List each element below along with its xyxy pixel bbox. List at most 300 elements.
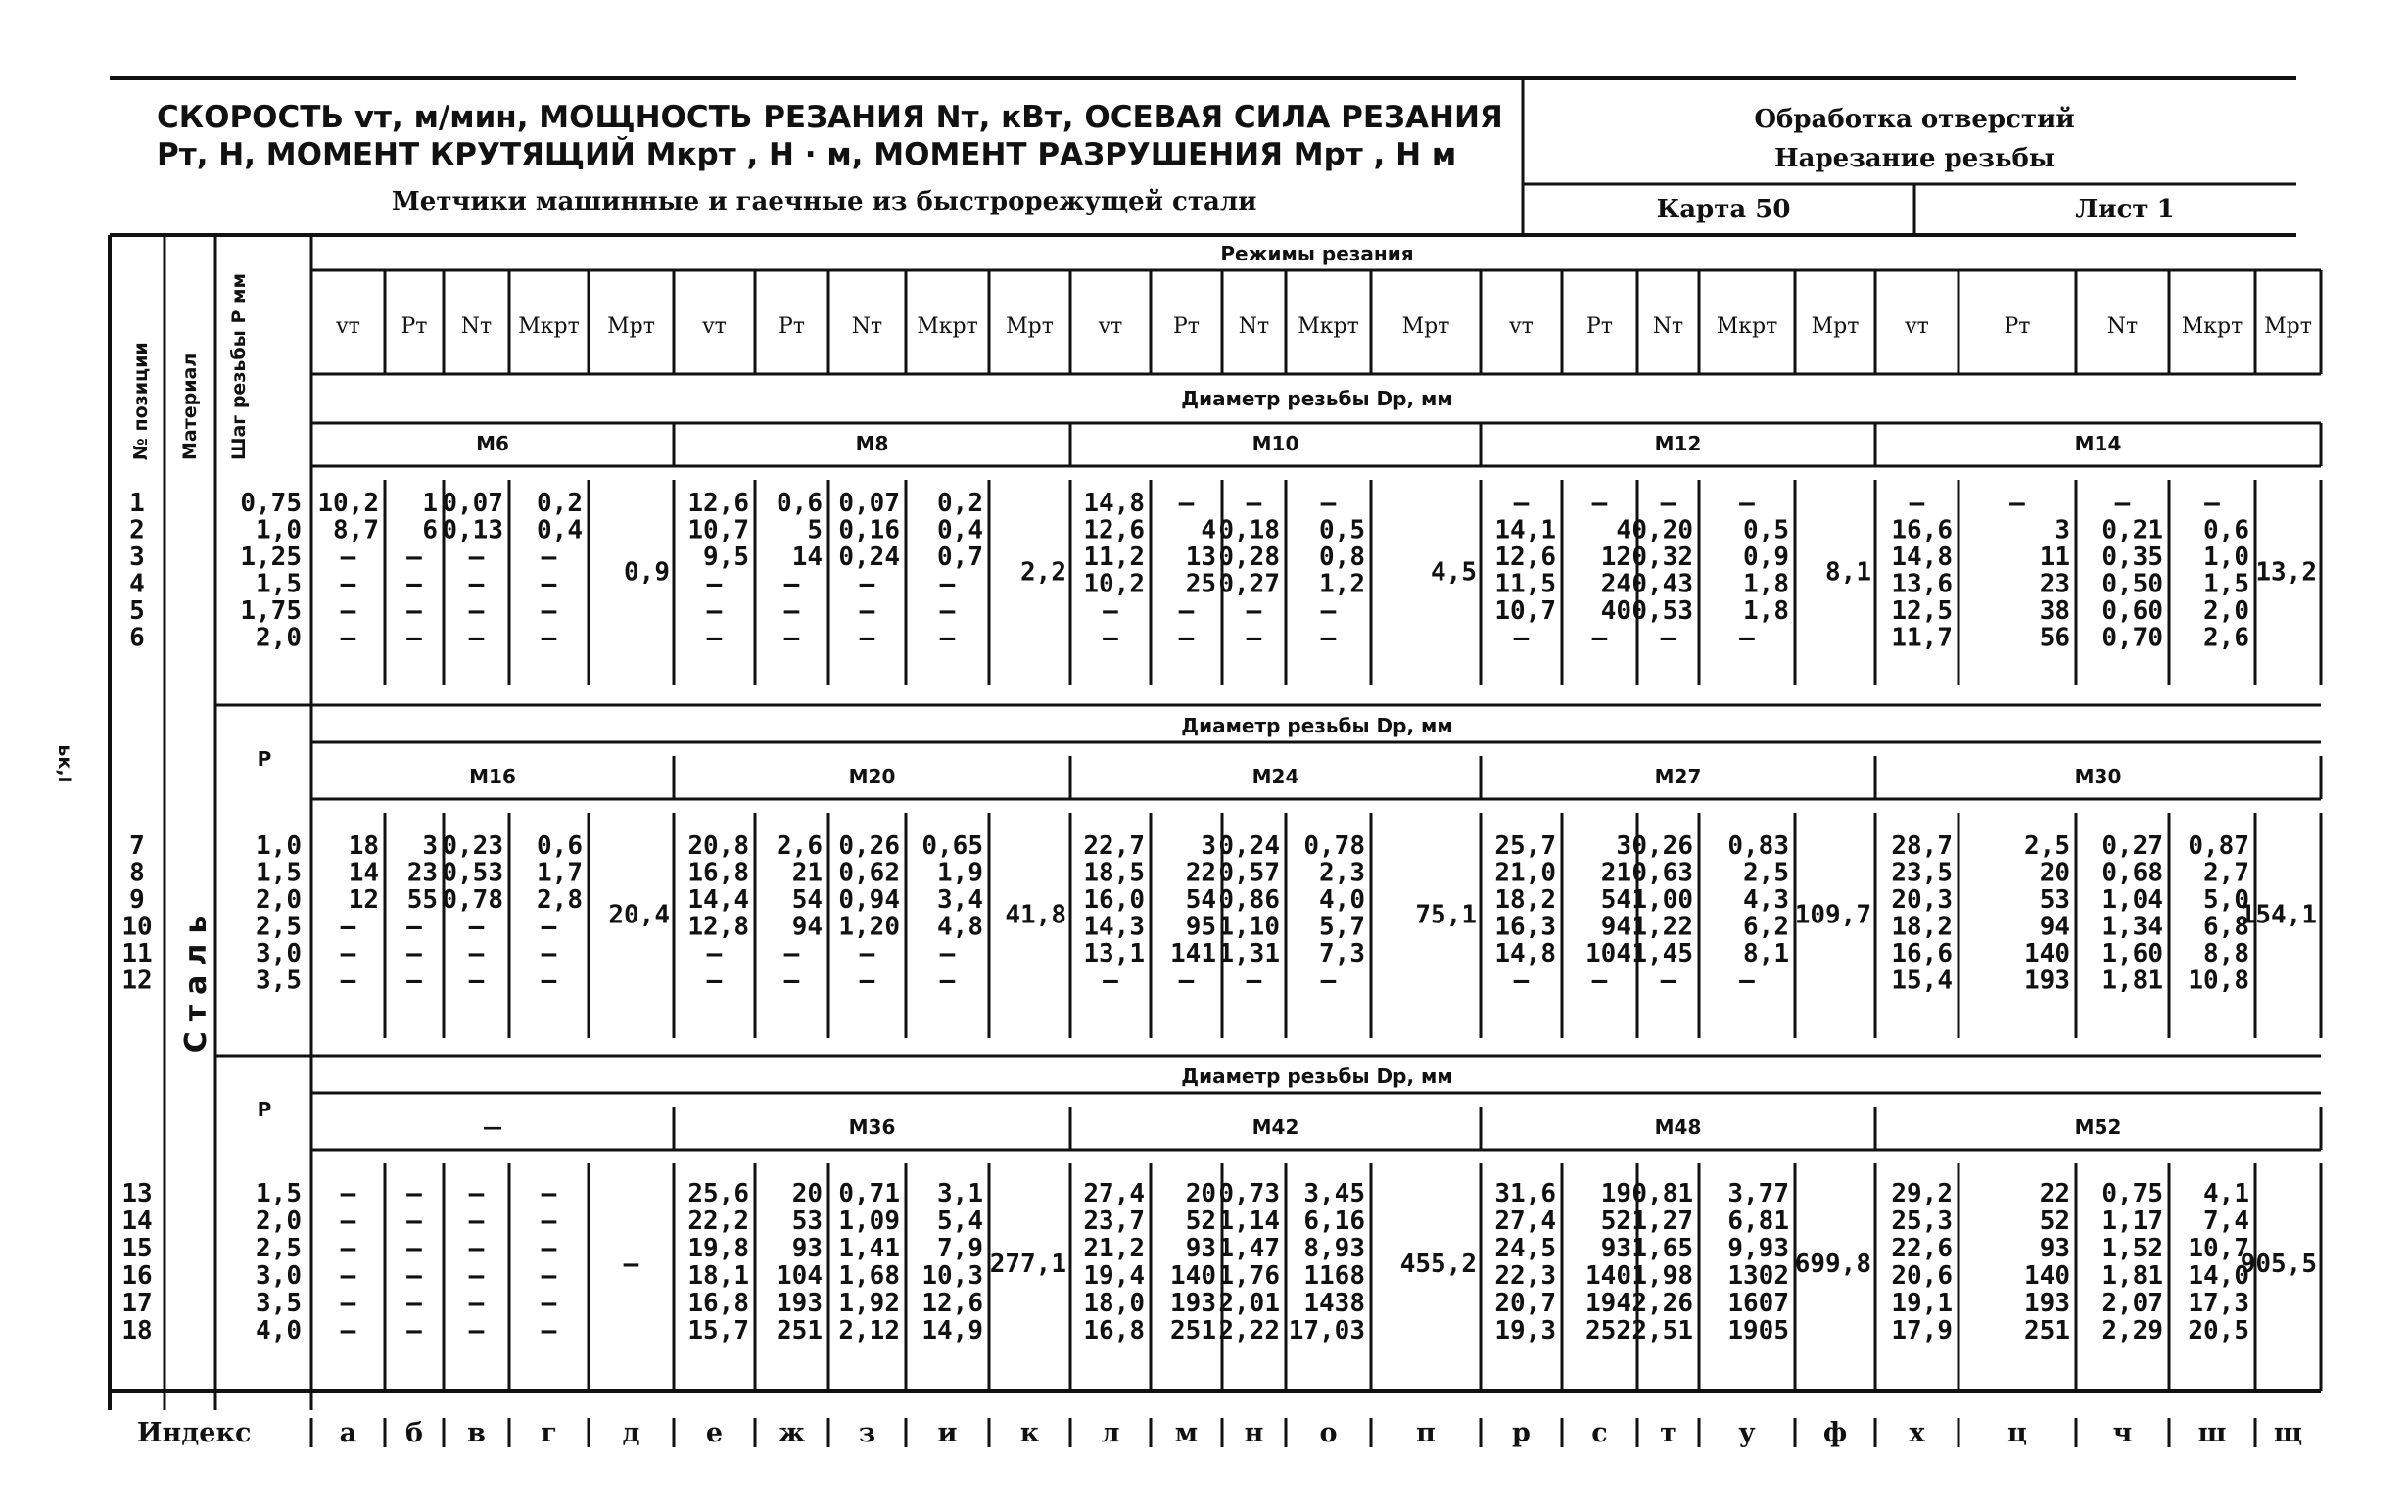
table-cell: — — [1178, 596, 1195, 626]
table-cell: 94 — [2039, 912, 2070, 942]
index-label: Индекс — [137, 1418, 252, 1448]
table-cell: 54 — [1185, 885, 1216, 915]
table-cell: 0,5 — [1319, 515, 1365, 545]
table-cell: 2,12 — [838, 1316, 900, 1346]
thread-size-header: М12 — [1654, 432, 1702, 455]
breaking-moment-value: 154,1 — [2240, 900, 2317, 930]
table-cell: — — [340, 623, 356, 653]
index-letters — [311, 1418, 2302, 1448]
index-letter: т — [1660, 1418, 1676, 1448]
breaking-moment-value: 13,2 — [2255, 557, 2317, 588]
index-letter: о — [1319, 1418, 1338, 1448]
table-cell: — — [406, 1261, 422, 1291]
table-cell: 0,50 — [2101, 569, 2163, 599]
table-cell: 95 — [1185, 912, 1216, 942]
table-cell: — — [468, 1179, 485, 1208]
table-cell: 4 — [1201, 515, 1216, 545]
table-cell: — — [939, 623, 956, 653]
table-cell: 1607 — [1727, 1289, 1789, 1318]
table-cell: 25,6 — [687, 1179, 749, 1208]
table-cell: — — [1591, 489, 1608, 518]
param-header-5: vт — [702, 314, 727, 339]
table-cell: — — [706, 939, 723, 969]
table-cell: — — [939, 569, 956, 599]
breaking-moment-value: 699,8 — [1794, 1250, 1871, 1279]
table-cell: 12,6 — [687, 489, 749, 518]
table-cell: 0,21 — [2101, 515, 2163, 545]
table-cell: — — [541, 1261, 557, 1291]
table-cell: 20,7 — [1494, 1289, 1556, 1318]
table-cell: 0,23 — [442, 831, 503, 861]
table-cell: 55 — [406, 885, 438, 915]
param-header-13: Mкрт — [1298, 314, 1359, 339]
table-cell: — — [783, 623, 800, 653]
table-cell: — — [1103, 623, 1118, 653]
table-cell: 1,20 — [838, 912, 900, 942]
table-cell: 4,3 — [1743, 885, 1789, 915]
table-cell: — — [468, 1206, 485, 1236]
table-cell: 10,8 — [2188, 966, 2249, 996]
table-cell: — — [406, 939, 422, 969]
index-letter: з — [858, 1418, 876, 1448]
table-cell: — — [939, 939, 956, 969]
table-cell: 53 — [2039, 885, 2070, 915]
table-cell: — — [340, 939, 356, 969]
table-cell: 93 — [2039, 1234, 2070, 1263]
table-cell: 10,2 — [317, 489, 379, 518]
table-cell: 0,62 — [838, 858, 900, 888]
table-cell: 140 — [1585, 1261, 1631, 1291]
table-cell: 1,47 — [1218, 1234, 1280, 1263]
row-pitch: 1,5 — [256, 569, 302, 599]
table-cell: — — [541, 623, 557, 653]
table-cell: 1,81 — [2101, 1261, 2163, 1291]
table-cell: — — [783, 569, 800, 599]
table-cell: 0,20 — [1631, 515, 1693, 545]
index-letter: р — [1512, 1418, 1531, 1448]
table-cell: 8,1 — [1743, 939, 1789, 969]
table-cell: 0,07 — [838, 489, 900, 518]
table-cell: 251 — [1170, 1316, 1216, 1346]
table-cell: — — [541, 1234, 557, 1263]
table-cell: 4,0 — [1319, 885, 1365, 915]
table-cell: 20 — [791, 1179, 823, 1208]
table-cell: 3 — [2054, 515, 2070, 545]
table-cell: 1,10 — [1218, 912, 1280, 942]
table-cell: 16,6 — [1891, 515, 1953, 545]
breaking-moment-value: 20,4 — [608, 900, 670, 930]
table-cell: 3 — [422, 831, 438, 861]
table-cell: 1,9 — [937, 858, 983, 888]
table-cell: 1,7 — [537, 858, 583, 888]
table-cell: 31,6 — [1494, 1179, 1556, 1208]
table-cell: 19,4 — [1083, 1261, 1145, 1291]
index-letter: б — [404, 1418, 424, 1448]
card-number: Карта 50 — [1656, 195, 1791, 224]
param-header-0: vт — [336, 314, 360, 339]
thread-size-header: М36 — [848, 1115, 896, 1139]
side-margin-mark: ьк,I — [54, 744, 75, 783]
table-cell: — — [1513, 966, 1530, 996]
row-position: 5 — [129, 596, 145, 626]
table-cell: 12,6 — [1083, 515, 1145, 545]
table-cell: — — [1513, 489, 1530, 518]
table-cell: 28,7 — [1891, 831, 1953, 861]
breaking-moment-value: 109,7 — [1794, 900, 1871, 930]
row-pitch: 1,0 — [256, 831, 302, 861]
thread-size-header: М20 — [848, 765, 896, 788]
row-position: 8 — [129, 858, 145, 888]
table-cell: 5,7 — [1319, 912, 1365, 942]
param-header-18: Mкрт — [1716, 314, 1778, 339]
table-cell: 11 — [2039, 543, 2070, 572]
table-cell: 1438 — [1303, 1289, 1365, 1318]
thread-size-header: М52 — [2074, 1115, 2122, 1139]
table-cell: 23,7 — [1083, 1206, 1145, 1236]
breaking-moment-value: 905,5 — [2240, 1250, 2317, 1279]
table-cell: 0,78 — [1303, 831, 1365, 861]
table-cell: 12,6 — [921, 1289, 983, 1318]
table-cell: 16,3 — [1494, 912, 1556, 942]
table-cell: — — [1660, 623, 1676, 653]
thread-size-header: М24 — [1251, 765, 1299, 788]
table-cell: 94 — [1600, 912, 1631, 942]
table-cell: — — [783, 939, 800, 969]
param-header-17: Nт — [1652, 314, 1684, 339]
table-cell: 1,60 — [2101, 939, 2163, 969]
table-cell: — — [1739, 489, 1755, 518]
table-cell: — — [541, 939, 557, 969]
table-cell: 19,1 — [1891, 1289, 1953, 1318]
table-cell: 14 — [348, 858, 379, 888]
table-cell: 27,4 — [1083, 1179, 1145, 1208]
index-letter: ф — [1822, 1418, 1848, 1448]
table-cell: — — [468, 1289, 485, 1318]
table-cell: 0,24 — [1218, 831, 1280, 861]
table-cell: 14,4 — [687, 885, 749, 915]
table-cell: — — [406, 596, 422, 626]
table-cell: 21,0 — [1494, 858, 1556, 888]
material-label: Сталь — [179, 905, 213, 1054]
table-cell: 15,4 — [1891, 966, 1953, 996]
table-cell: 24,5 — [1494, 1234, 1556, 1263]
table-cell: 0,32 — [1631, 543, 1693, 572]
row-pitch: 1,0 — [256, 515, 302, 545]
row-position: 2 — [129, 515, 145, 545]
table-cell: 22 — [2039, 1179, 2070, 1208]
diameter-label-2: Диаметр резьбы Dр, мм — [1181, 714, 1453, 737]
table-cell: 0,6 — [777, 489, 823, 518]
table-cell: 1,92 — [838, 1289, 900, 1318]
table-cell: 10,3 — [921, 1261, 983, 1291]
table-cell: 14,8 — [1891, 543, 1953, 572]
table-cell: — — [468, 939, 485, 969]
param-header-20: vт — [1905, 314, 1929, 339]
param-header-9: Mрт — [1006, 314, 1054, 339]
table-cell: 1,98 — [1631, 1261, 1693, 1291]
table-cell: — — [541, 1179, 557, 1208]
table-cell: 1905 — [1727, 1316, 1789, 1346]
table-cell: — — [1103, 596, 1118, 626]
table-cell: 0,18 — [1218, 515, 1280, 545]
table-cell: 6 — [422, 515, 438, 545]
table-cell: 0,83 — [1727, 831, 1789, 861]
table-cell: 0,8 — [1319, 543, 1365, 572]
table-cell: 54 — [1600, 885, 1631, 915]
param-header-12: Nт — [1238, 314, 1270, 339]
table-cell: 140 — [2024, 939, 2070, 969]
table-cell: 1,76 — [1218, 1261, 1280, 1291]
param-header-7: Nт — [851, 314, 883, 339]
row-position: 16 — [121, 1261, 153, 1291]
table-cell: 193 — [1170, 1289, 1216, 1318]
table-cell: 0,16 — [838, 515, 900, 545]
table-cell: 2,8 — [537, 885, 583, 915]
table-cell: 1168 — [1303, 1261, 1365, 1291]
row-position: 11 — [121, 939, 153, 969]
table-cell: 1,17 — [2101, 1206, 2163, 1236]
table-cell: — — [340, 1316, 356, 1346]
material-column-header: Материал — [179, 353, 201, 460]
row-pitch: 1,25 — [240, 543, 302, 572]
table-cell: — — [340, 1234, 356, 1263]
table-cell: — — [1103, 966, 1118, 996]
table-cell: 1,14 — [1218, 1206, 1280, 1236]
row-position: 9 — [129, 885, 145, 915]
table-cell: 18,0 — [1083, 1289, 1145, 1318]
table-cell: — — [1246, 596, 1262, 626]
param-header-4: Mрт — [607, 314, 655, 339]
thread-size-header: М10 — [1251, 432, 1299, 455]
table-cell: 0,43 — [1631, 569, 1693, 599]
table-cell: 22,2 — [687, 1206, 749, 1236]
table-cell: — — [1246, 489, 1262, 518]
table-cell: — — [406, 912, 422, 942]
section-title: Обработка отверстий — [1754, 105, 2075, 134]
table-cell: — — [406, 1316, 422, 1346]
table-cell: 21,2 — [1083, 1234, 1145, 1263]
table-cell: 93 — [1185, 1234, 1216, 1263]
table-cell: 1,22 — [1631, 912, 1693, 942]
table-cell: 4,8 — [937, 912, 983, 942]
index-letter: ц — [2007, 1418, 2027, 1448]
table-cell: 0,35 — [2101, 543, 2163, 572]
row-position: 6 — [129, 623, 145, 653]
table-cell: — — [1591, 623, 1608, 653]
breaking-moment-value: 2,2 — [1020, 557, 1066, 588]
table-cell: 0,26 — [1631, 831, 1693, 861]
sheet-number: Лист 1 — [2075, 195, 2175, 224]
table-cell: — — [783, 966, 800, 996]
table-cell: — — [706, 596, 723, 626]
table-cell: 251 — [777, 1316, 823, 1346]
table-cell: 0,60 — [2101, 596, 2163, 626]
table-cell: 3,45 — [1303, 1179, 1365, 1208]
table-cell: — — [859, 596, 875, 626]
breaking-moment-value: 0,9 — [624, 557, 670, 588]
table-cell: — — [541, 1206, 557, 1236]
table-cell: — — [541, 1289, 557, 1318]
table-cell: 23 — [2039, 569, 2070, 599]
index-letter: ч — [2112, 1418, 2133, 1448]
table-cell: 1,34 — [2101, 912, 2163, 942]
table-cell: 16,0 — [1083, 885, 1145, 915]
table-cell: 0,5 — [1743, 515, 1789, 545]
table-cell: — — [468, 1316, 485, 1346]
table-cell: 2,51 — [1631, 1316, 1693, 1346]
table-cell: — — [1320, 966, 1337, 996]
row-position: 14 — [121, 1206, 153, 1236]
table-cell: — — [859, 939, 875, 969]
table-cell: 0,73 — [1218, 1179, 1280, 1208]
table-cell: 9,5 — [703, 543, 749, 572]
table-cell: 5 — [807, 515, 823, 545]
param-header-24: Mрт — [2264, 314, 2312, 339]
table-cell: 15,7 — [687, 1316, 749, 1346]
table-cell: — — [1178, 623, 1195, 653]
table-cell: — — [406, 1289, 422, 1318]
table-cell: 18 — [348, 831, 379, 861]
table-cell: 12 — [1600, 543, 1631, 572]
table-cell: — — [340, 569, 356, 599]
table-cell: 12,5 — [1891, 596, 1953, 626]
index-letter: п — [1416, 1418, 1436, 1448]
index-letter: н — [1244, 1418, 1264, 1448]
table-cell: 11,5 — [1494, 569, 1556, 599]
table-cell: — — [541, 596, 557, 626]
table-cell: 1,41 — [838, 1234, 900, 1263]
table-cell: 252 — [1585, 1316, 1631, 1346]
table-cell: 0,86 — [1218, 885, 1280, 915]
table-cell: 2,7 — [2203, 858, 2249, 888]
thread-size-header: М6 — [476, 432, 509, 455]
table-cell: 17,9 — [1891, 1316, 1953, 1346]
param-header-16: Pт — [1586, 314, 1613, 339]
table-cell: 19,3 — [1494, 1316, 1556, 1346]
table-cell: 25,7 — [1494, 831, 1556, 861]
row-pitch: 2,0 — [256, 885, 302, 915]
pitch-short-header: P — [257, 747, 272, 771]
row-pitch: 1,5 — [256, 1179, 302, 1208]
table-cell: 14,1 — [1494, 515, 1556, 545]
table-cell: — — [406, 543, 422, 572]
table-cell: 11,7 — [1891, 623, 1953, 653]
table-cell: — — [468, 569, 485, 599]
table-cell: 12,8 — [687, 912, 749, 942]
row-position: 4 — [129, 569, 145, 599]
row-position: 18 — [121, 1316, 153, 1346]
table-cell: — — [859, 569, 875, 599]
table-cell: 20 — [1185, 1179, 1216, 1208]
table-cell: 56 — [2039, 623, 2070, 653]
table-cell: 1,52 — [2101, 1234, 2163, 1263]
table-cell: 1,0 — [2203, 543, 2249, 572]
table-cell: 0,7 — [937, 543, 983, 572]
row-pitch: 2,0 — [256, 623, 302, 653]
thread-size-header: М30 — [2074, 765, 2122, 788]
table-cell: 13 — [1185, 543, 1216, 572]
table-cell: 193 — [2024, 1289, 2070, 1318]
table-cell: 0,78 — [442, 885, 503, 915]
row-pitch: 1,75 — [240, 596, 302, 626]
row-pitch: 3,5 — [256, 966, 302, 996]
row-position: 7 — [129, 831, 145, 861]
table-cell: 1,45 — [1631, 939, 1693, 969]
header-block — [157, 100, 2175, 224]
table-cell: — — [340, 912, 356, 942]
title-line-1: СКОРОСТЬ vт, м/мин, МОЩНОСТЬ РЕЗАНИЯ Nт, кВт, ОСЕВАЯ СИЛА РЕЗАНИЯ — [157, 100, 1503, 135]
table-cell: — — [783, 596, 800, 626]
table-cell: 8,93 — [1303, 1234, 1365, 1263]
table-cell: 0,27 — [1218, 569, 1280, 599]
table-cell: — — [541, 569, 557, 599]
table-cell: 12,6 — [1494, 543, 1556, 572]
table-cell: — — [2114, 489, 2131, 518]
index-letter: у — [1738, 1418, 1756, 1448]
table-cell: 14 — [791, 543, 823, 572]
table-cell: 4,1 — [2203, 1179, 2249, 1208]
table-cell: 1,27 — [1631, 1206, 1693, 1236]
table-cell: — — [1246, 966, 1262, 996]
table-cell: 194 — [1585, 1289, 1631, 1318]
breaking-moment-value: 277,1 — [989, 1250, 1066, 1279]
table-cell: 19 — [1600, 1179, 1631, 1208]
breaking-moment-value: 8,1 — [1825, 557, 1871, 588]
thread-size-header: М48 — [1654, 1115, 1702, 1139]
table-cell: — — [406, 569, 422, 599]
index-letter: е — [705, 1418, 724, 1448]
table-cell: 93 — [1600, 1234, 1631, 1263]
table-cell: 93 — [791, 1234, 823, 1263]
thread-size-header: М14 — [2074, 432, 2122, 455]
table-cell: 0,28 — [1218, 543, 1280, 572]
index-letter: ж — [778, 1418, 806, 1448]
index-letter: щ — [2273, 1418, 2303, 1448]
title-line-2: Pт, Н, МОМЕНТ КРУТЯЩИЙ Mкрт , Н · м, МОМЕНТ РАЗРУШЕНИЯ Mрт , Н м — [157, 137, 1457, 172]
table-cell: 52 — [1185, 1206, 1216, 1236]
table-cell: 0,2 — [937, 489, 983, 518]
table-cell: 1302 — [1727, 1261, 1789, 1291]
table-cell: — — [706, 966, 723, 996]
table-cell: 20,8 — [687, 831, 749, 861]
table-cell: — — [340, 543, 356, 572]
table-cell: — — [340, 1289, 356, 1318]
table-cell: 1,00 — [1631, 885, 1693, 915]
table-cell: — — [468, 966, 485, 996]
table-cell: 22,3 — [1494, 1261, 1556, 1291]
param-header-11: Pт — [1173, 314, 1200, 339]
row-pitch: 2,0 — [256, 1206, 302, 1236]
table-cell: — — [468, 1261, 485, 1291]
row-position: 12 — [121, 966, 153, 996]
breaking-moment-value: 75,1 — [1415, 900, 1477, 930]
table-cell: 18,1 — [687, 1261, 749, 1291]
table-cell: 0,6 — [2203, 515, 2249, 545]
table-cell: 10,7 — [1494, 596, 1556, 626]
index-letter: а — [339, 1418, 357, 1448]
table-cell: 18,2 — [1494, 885, 1556, 915]
table-cell: 14,3 — [1083, 912, 1145, 942]
table-cell: — — [468, 596, 485, 626]
param-header-10: vт — [1098, 314, 1123, 339]
breaking-moment-value: — — [623, 1250, 639, 1279]
table-cell: 3 — [1616, 831, 1631, 861]
index-letter: и — [937, 1418, 958, 1448]
row-pitch: 3,0 — [256, 939, 302, 969]
table-cell: — — [340, 1261, 356, 1291]
table-cell: 140 — [2024, 1261, 2070, 1291]
table-cell: 2,5 — [2024, 831, 2070, 861]
